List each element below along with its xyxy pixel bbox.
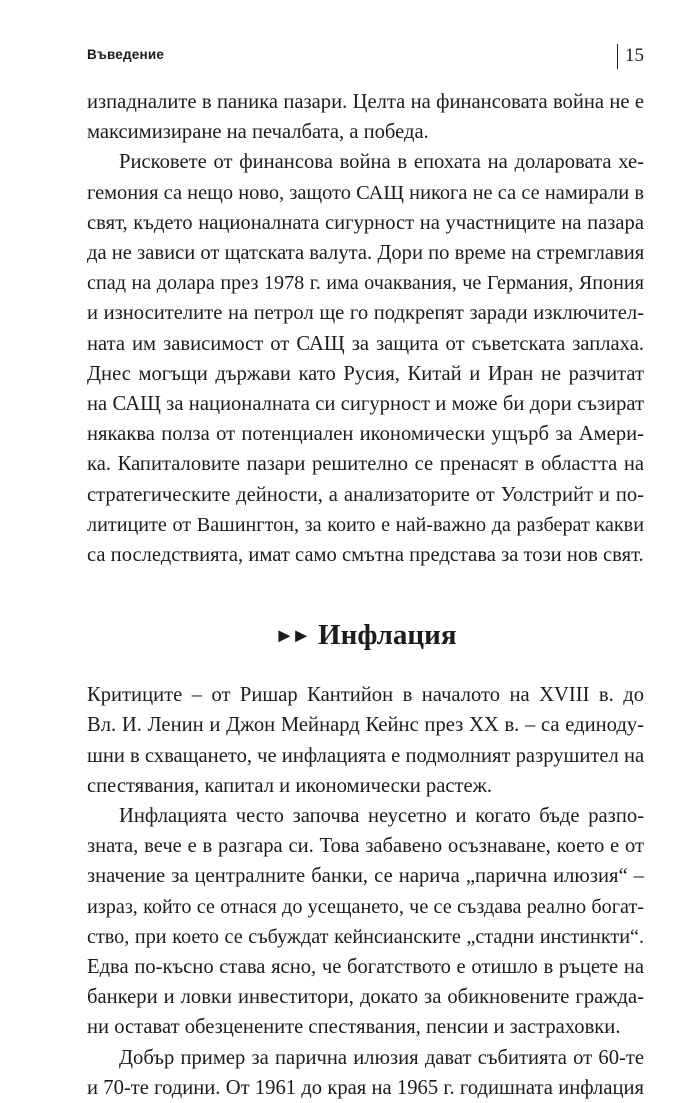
text-line: стратегическите дейности, а анализаторите от Уолстрийт и по- xyxy=(87,483,644,506)
page-number-divider xyxy=(617,44,618,69)
text-line: Инфлацията често започва неусетно и когато бъде разпо- xyxy=(119,805,644,828)
text-line: Критиците – от Ришар Кантийон в началото на XVIII в. до xyxy=(87,684,644,707)
text-line: максимизиране на печалбата, а победа. xyxy=(87,121,429,144)
text-line: банкери и ловки инвеститори, докато за обикновените гражда- xyxy=(87,986,644,1009)
text-line: ство, при което се събуждат кейнсианските „стадни инстинкти“. xyxy=(87,925,644,948)
text-line: литиците от Вашингтон, за които е най-важно да разберат какви xyxy=(87,513,644,536)
text-line: изпадналите в паника пазари. Целта на финансовата война не е xyxy=(87,91,644,113)
paragraph-4 xyxy=(87,801,644,1043)
text-line: някаква полза от потенциален икономически ущърб за Амери- xyxy=(87,423,644,446)
double-arrow-icon: ►► xyxy=(274,625,309,648)
text-line: и 70-те години. От 1961 до края на 1965 г. годишната инфлация xyxy=(87,1076,644,1099)
text-line: спад на долара през 1978 г. има очаквания, че Германия, Япония xyxy=(87,272,644,295)
paragraph-3 xyxy=(87,680,644,801)
running-title: Въведение xyxy=(87,47,165,62)
text-line: Едва по-късно става ясно, че богатството е отишло в ръцете на xyxy=(87,956,644,979)
text-line: Рисковете от финансова война в епохата на доларовата хе- xyxy=(119,151,644,174)
text-line: значение за централните банки, се нарича „парична илюзия“ – xyxy=(87,865,644,888)
text-line: ка. Капиталовите пазари решително се пренасят в областта на xyxy=(87,453,644,476)
text-line: да не зависи от щатската валута. Дори по време на стремглавия xyxy=(87,242,645,265)
text-line: спестявания, капитал и икономически растеж. xyxy=(87,774,493,797)
paragraph-5 xyxy=(87,1043,644,1103)
text-line: гемония са нещо ново, защото САЩ никога не са се намирали в xyxy=(87,181,644,204)
paragraph-2 xyxy=(87,147,644,570)
paragraph-1 xyxy=(87,87,644,147)
text-line: ни остават обезценените спестявания, пенсии и застраховки. xyxy=(87,1016,621,1039)
section-heading xyxy=(87,615,644,658)
text-line: Днес могъщи държави като Русия, Китай и Иран не разчитат xyxy=(87,362,644,385)
text-line: израз, който се отнася до усещането, че се създава реално богат- xyxy=(87,895,644,918)
text-line: свят, където националната сигурност на участниците на пазара xyxy=(87,211,644,234)
page-body xyxy=(87,87,644,1103)
text-line: шни в схващането, че инфлацията е подмолният разрушител на xyxy=(87,744,645,767)
text-line: на САЩ за националната си сигурност и може би дори съзират xyxy=(87,393,644,416)
text-line: ната им зависимост от САЩ за защита от съветската заплаха. xyxy=(87,332,644,355)
section-title: Инфлация xyxy=(318,619,457,652)
text-line: са последствията, имат само смътна представа за този нов свят. xyxy=(87,544,644,567)
page-header xyxy=(87,42,644,72)
text-line: Добър пример за парична илюзия дават събитията от 60-те xyxy=(119,1046,644,1069)
page-number-block xyxy=(617,42,644,70)
text-line: и износителите на петрол ще го подкрепят заради изключител- xyxy=(87,302,644,325)
text-line: зната, вече е в разгара си. Това забавено осъзнаване, което е от xyxy=(87,835,644,858)
text-line: Вл. И. Ленин и Джон Мейнард Кейнс през XX в. – са единоду- xyxy=(87,714,644,737)
page-number: 15 xyxy=(625,45,644,66)
